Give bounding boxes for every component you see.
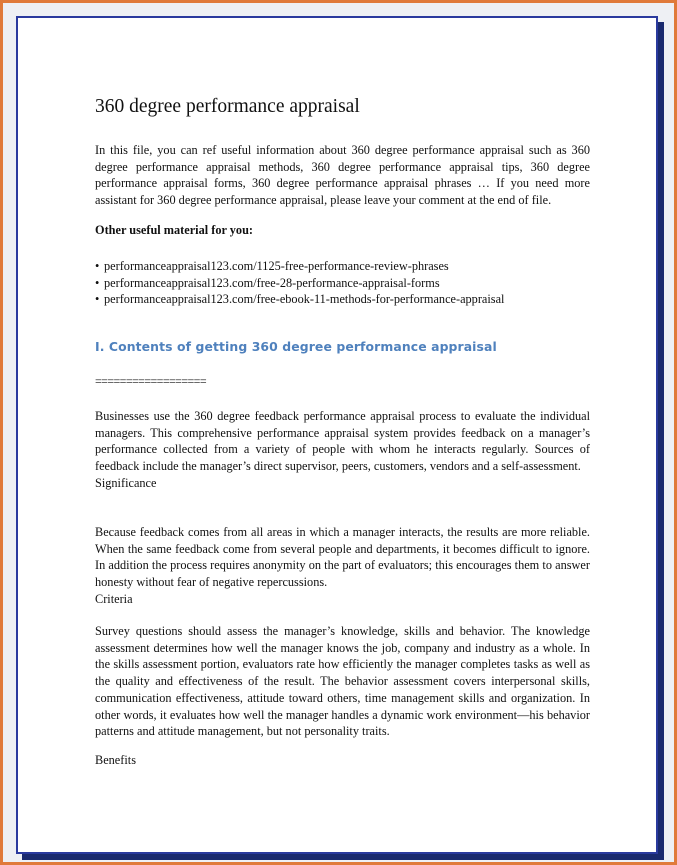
intro-paragraph: In this file, you can ref useful information about 360 degree performance appraisal such as 360 degree performance appraisal methods, 360 degree performance appraisal tips, 360 degree performance appraisal forms, 360 degree performance appraisal phrases … If you need more assistant for 360 degree performance appraisal, please leave your comment at the end of file. bbox=[95, 143, 590, 208]
bullet-icon: • bbox=[95, 275, 100, 290]
section-heading: I. Contents of getting 360 degree performance appraisal bbox=[95, 339, 497, 354]
criteria-label: Criteria bbox=[95, 591, 133, 606]
because-text: Because feedback comes from all areas in which a manager interacts, the results are more reliable. When the same feedback come from several people and departments, it becomes difficult to ignore. In addition the process requires anonymity on the part of evaluators; this encourages them to answer honesty without fear of negative repercussions. bbox=[95, 525, 590, 590]
bullet-icon: • bbox=[95, 259, 100, 273]
benefits-label: Benefits bbox=[95, 753, 136, 767]
survey-paragraph: Survey questions should assess the manager’s knowledge, skills and behavior. The knowledge assessment determines how well the manager knows the job, company and industry as a whole. In the skills assessment portion, evaluators rate how efficiently the manager completes tasks as well as the quality and effectiveness of the result. The behavior assessment covers interpersonal skills, communication effectiveness, attitude toward others, time management skills and organization. In other words, it evaluates how well the manager handles a dynamic work environment—his behavior patterns and attitude management, but not personality traits. bbox=[95, 624, 590, 739]
businesses-paragraph bbox=[95, 408, 590, 492]
businesses-text: Businesses use the 360 degree feedback performance appraisal process to evaluate the individual managers. This comprehensive performance appraisal system provides feedback on a manager’s performance collected from a variety of people with whom he interacts regularly. Sources of feedback include the manager’s direct supervisor, peers, customers, vendors and a self-assessment. bbox=[95, 409, 590, 474]
document-page bbox=[16, 16, 658, 854]
resource-link-list bbox=[95, 258, 504, 308]
document-title: 360 degree performance appraisal bbox=[95, 96, 360, 117]
resource-link[interactable]: performanceappraisal123.com/1125-free-performance-review-phrases bbox=[104, 259, 449, 273]
other-material-heading: Other useful material for you: bbox=[95, 223, 254, 237]
significance-label: Significance bbox=[95, 475, 157, 490]
bullet-icon: • bbox=[95, 292, 100, 306]
list-item bbox=[95, 275, 504, 292]
resource-link[interactable]: performanceappraisal123.com/free-28-performance-appraisal-forms bbox=[104, 275, 440, 290]
resource-link[interactable]: performanceappraisal123.com/free-ebook-11-methods-for-performance-appraisal bbox=[104, 292, 505, 306]
because-paragraph bbox=[95, 524, 590, 608]
separator-line: ================== bbox=[95, 374, 207, 388]
list-item bbox=[95, 291, 504, 308]
list-item bbox=[95, 258, 504, 275]
